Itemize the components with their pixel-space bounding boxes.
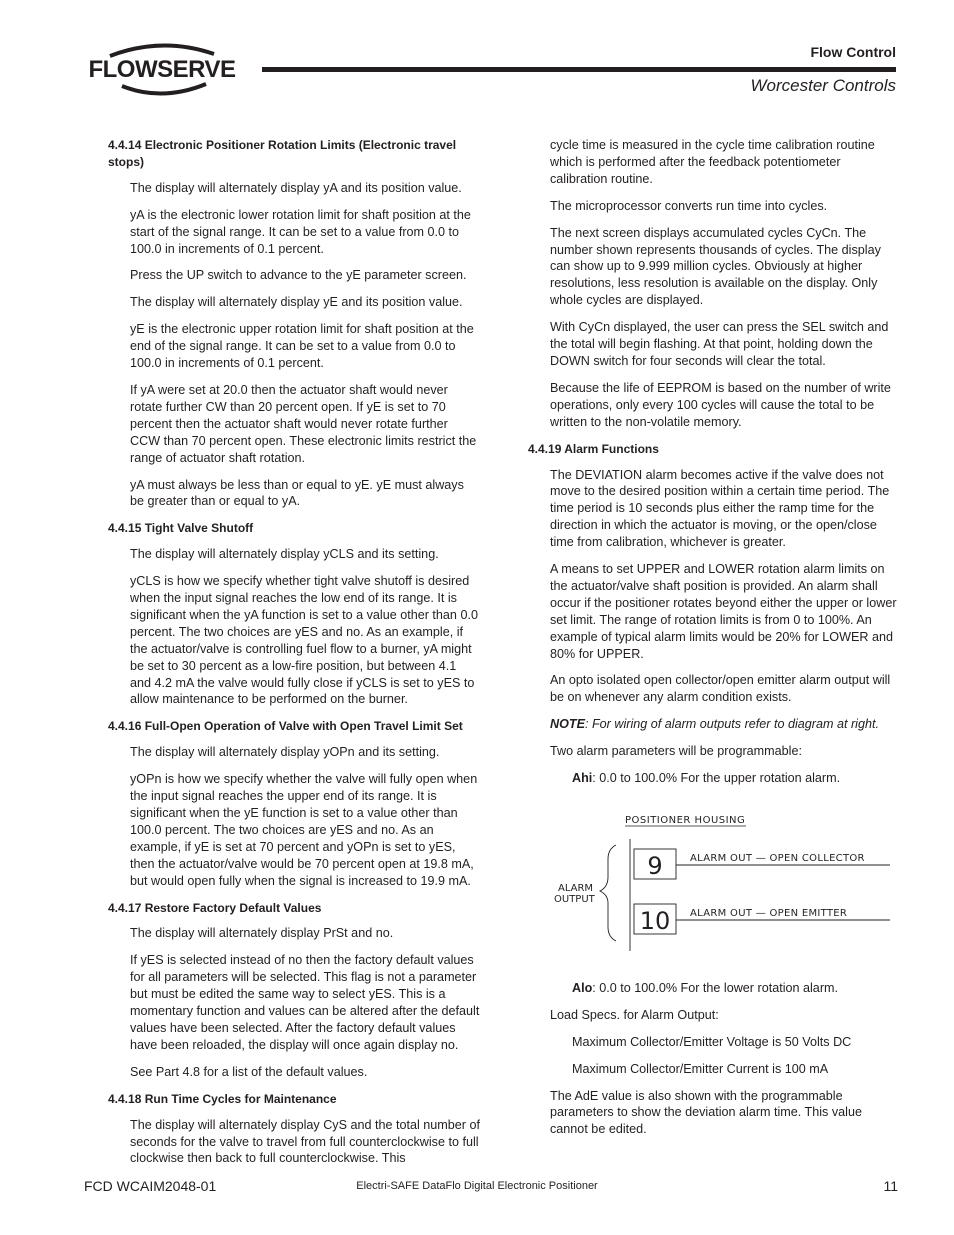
section-heading: 4.4.15 Tight Valve Shutoff [108,521,254,536]
paragraph: A means to set UPPER and LOWER rotation alarm limits on the actuator/valve shaft position is provided. An alarm shall occur if the positioner rotates beyond either the upper or lower set limit. The range of rotation limits is from 0 to 100%. An example of typical alarm limits would be 20% for LOWER and 80% for UPPER. [550,562,897,661]
alo-line [572,980,898,997]
ahi-line [572,770,898,787]
upper-brace [600,845,616,903]
alo-label: Alo [572,980,593,995]
logo-swoosh-bottom [122,84,206,94]
paragraph: Because the life of EEPROM is based on the number of write operations, only every 100 cycles will cause the total to be written to the non-volatile memory. [550,380,891,429]
paragraph: The display will alternately display yCLS and its setting. [130,547,439,562]
header-division: Flow Control [810,44,896,60]
paragraph: yCLS is how we specify whether tight valve shutoff is desired when the input signal reaches the low end of its range. It is significant when the yA function is set to a value other than 0.0 percent. The two choices are yES and no. As an example, if the actuator/valve is controlling fuel flow to a burner, yA might be set to 30 percent as a low-fire position, but between 4.1 and 4.2 mA the valve would fully close if yCLS is set to yES to allow maintenance to be performed on the burner. [130,574,478,707]
alo-text: : 0.0 to 100.0% For the lower rotation alarm. [592,980,838,995]
spec-line: Maximum Collector/Emitter Voltage is 50 Volts DC [572,1034,852,1049]
paragraph: With CyCn displayed, the user can press the SEL switch and the total will begin flashing. At that point, holding down the DOWN switch for four seconds will clear the total. [550,320,889,368]
paragraph: Press the UP switch to advance to the yE parameter screen. [130,268,467,283]
paragraph: The display will alternately display yOPn and its setting. [130,745,440,760]
paragraph: The display will alternately display CyS and the total number of seconds for the valve to travel from full counterclockwise to full clockwise then back to full counterclockwise. This [130,1117,481,1166]
terminal-9: 9 [647,852,663,880]
logo-swoosh-top [110,45,214,56]
note-text: : For wiring of alarm outputs refer to diagram at right. [584,717,879,732]
section-heading: 4.4.18 Run Time Cycles for Maintenance [108,1091,337,1106]
terminal-10: 10 [639,907,671,935]
left-column [108,137,480,1177]
footer-title: Electri-SAFE DataFlo Digital Electronic Positioner [356,1180,598,1192]
note-label: NOTE [550,717,585,732]
alarm-output-label-1: ALARM [558,883,594,894]
logo-wordmark: FLOWSERVE [88,56,236,83]
paragraph: yE is the electronic upper rotation limit for shaft position at the end of the signal range. It can be set to a value from 0.0 to 100.0 in increments of 0.1 percent. [130,322,474,371]
paragraph: See Part 4.8 for a list of the default values. [130,1064,368,1079]
paragraph: yA is the electronic lower rotation limit for shaft position at the start of the signal range. It can be set to a value from 0.0 to 100.0 in increments of 0.1 percent. [130,207,471,256]
alarm-wiring-diagram [550,811,898,961]
ahi-text: : 0.0 to 100.0% For the upper rotation alarm. [592,771,841,786]
section-heading: 4.4.19 Alarm Functions [528,441,659,456]
line-10-label: ALARM OUT — OPEN EMITTER [690,908,848,919]
header-rule [262,67,896,72]
paragraph: The next screen displays accumulated cycles CyCn. The number shown represents thousands of cycles. The display can show up to 9.999 million cycles. Obviously at higher resolutions, less resolution is available on the display. Only whole cycles are displayed. [550,225,881,308]
paragraph: yOPn is how we specify whether the valve will fully open when the input signal reaches the upper end of its range. It is significant when the yE function is set to a value other than 100.0 percent. The two choices are yES and no. As an example, if yE is set at 70 percent and yOPn is set to yES, then the actuator/valve would be 70 percent open at 19.8 mA, but would open fully when the signal is increased to 19.9 mA. [130,772,478,888]
paragraph: If yA were set at 20.0 then the actuator shaft would never rotate further CW than 20 percent open. If yE is set to 70 percent then the actuator shaft would never rotate further CCW than 70 percent open. These electronic limits restrict the range of actuator shaft rotation. [130,382,477,465]
section-heading: 4.4.14 Electronic Positioner Rotation Limits (Electronic travel stops) [108,138,457,169]
paragraph: If yES is selected instead of no then the factory default values for all parameters will be selected. This flag is not a parameter but must be edited the same way to select yES. This is a momentary function and values can be altered after the default values have been selected. After the factory default values have been reloaded, the display will once again display no. [130,953,480,1052]
section-heading: 4.4.16 Full-Open Operation of Valve with Open Travel Limit Set [108,719,463,734]
flowserve-logo [82,40,242,98]
paragraph: The microprocessor converts run time into cycles. [550,198,828,213]
paragraph: cycle time is measured in the cycle time calibration routine which is performed after the feedback potentiometer calibration routine. [550,138,875,186]
right-column [528,137,898,1148]
paragraph: yA must always be less than or equal to yE. yE must always be greater than or equal to yA. [130,477,464,509]
line-9-label: ALARM OUT — OPEN COLLECTOR [690,853,865,864]
paragraph: The display will alternately display PrSt and no. [130,926,394,941]
page-number: 11 [883,1178,898,1194]
header-brand: Worcester Controls [750,76,896,95]
lower-brace [608,903,616,941]
housing-label: POSITIONER HOUSING [625,815,746,826]
paragraph: The DEVIATION alarm becomes active if the valve does not move to the desired position within a certain time period. The time period is 10 seconds plus either the ramp time for the direction in which the actuator is moving, or the open/close time from calibration, whichever is greater. [550,467,890,550]
note [550,716,898,733]
section-heading: 4.4.17 Restore Factory Default Values [108,900,322,915]
footer-doc-id: FCD WCAIM2048-01 [84,1178,217,1194]
paragraph: The display will alternately display yE and its position value. [130,295,463,310]
paragraph: Two alarm parameters will be programmable: [550,744,802,759]
ahi-label: Ahi [572,771,593,786]
paragraph: Load Specs. for Alarm Output: [550,1007,719,1022]
paragraph: The display will alternately display yA and its position value. [130,180,462,195]
paragraph: The AdE value is also shown with the programmable parameters to show the deviation alarm time. This value cannot be edited. [550,1088,862,1137]
alarm-output-label-2: OUTPUT [554,894,595,905]
paragraph: An opto isolated open collector/open emitter alarm output will be on whenever any alarm condition exists. [550,673,891,705]
spec-line: Maximum Collector/Emitter Current is 100 mA [572,1061,829,1076]
